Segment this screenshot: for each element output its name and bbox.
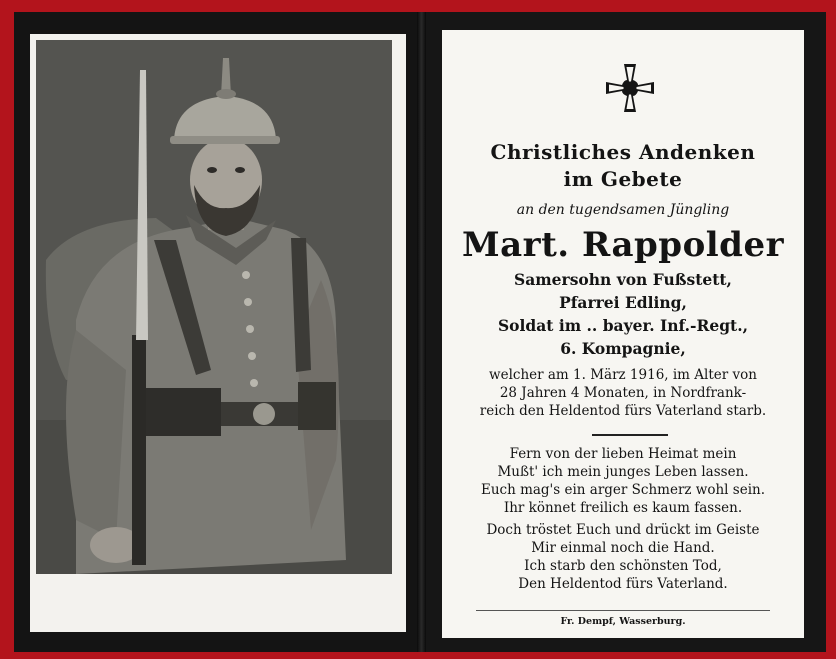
info-line: Soldat im .. bayer. Inf.-Regt., — [497, 316, 748, 335]
divider — [592, 434, 668, 436]
heading-line-1: Christliches Andenken — [490, 140, 756, 164]
poem-line: Ich starb den schönsten Tod, — [524, 558, 722, 574]
intro-line: an den tugendsamen Jüngling — [516, 202, 730, 218]
info-line: Pfarrei Edling, — [559, 293, 687, 312]
deceased-name: Mart. Rappolder — [462, 225, 784, 265]
iron-cross-icon — [604, 62, 656, 114]
poem-line: Fern von der lieben Heimat mein — [509, 446, 737, 462]
death-text-line: 28 Jahren 4 Monaten, in Nordfrank- — [499, 385, 747, 401]
photo-mount — [30, 34, 406, 632]
info-line: Samersohn von Fußstett, — [514, 270, 732, 289]
footer-divider — [476, 610, 770, 611]
info-line: 6. Kompagnie, — [560, 339, 686, 358]
poem-line: Doch tröstet Euch und drückt im Geiste — [486, 522, 760, 538]
poem-line: Mußt' ich mein junges Leben lassen. — [497, 464, 749, 480]
memorial-card — [14, 12, 826, 652]
poem-line: Euch mag's ein arger Schmerz wohl sein. — [480, 482, 766, 498]
poem-line: Den Heldentod fürs Vaterland. — [518, 576, 728, 592]
death-text-line: welcher am 1. März 1916, im Alter von — [489, 367, 757, 383]
photo-panel — [14, 12, 417, 652]
text-panel — [426, 12, 826, 652]
poem-line: Ihr könnet freilich es kaum fassen. — [503, 500, 743, 516]
poem-line: Mir einmal noch die Hand. — [531, 540, 715, 556]
heading-line-2: im Gebete — [563, 167, 683, 191]
soldier-portrait — [36, 40, 392, 574]
card-fold — [417, 12, 426, 652]
memorial-text-page — [442, 30, 804, 638]
death-text-line: reich den Heldentod fürs Vaterland starb. — [479, 403, 767, 419]
printer-credit: Fr. Dempf, Wasserburg. — [560, 616, 686, 627]
